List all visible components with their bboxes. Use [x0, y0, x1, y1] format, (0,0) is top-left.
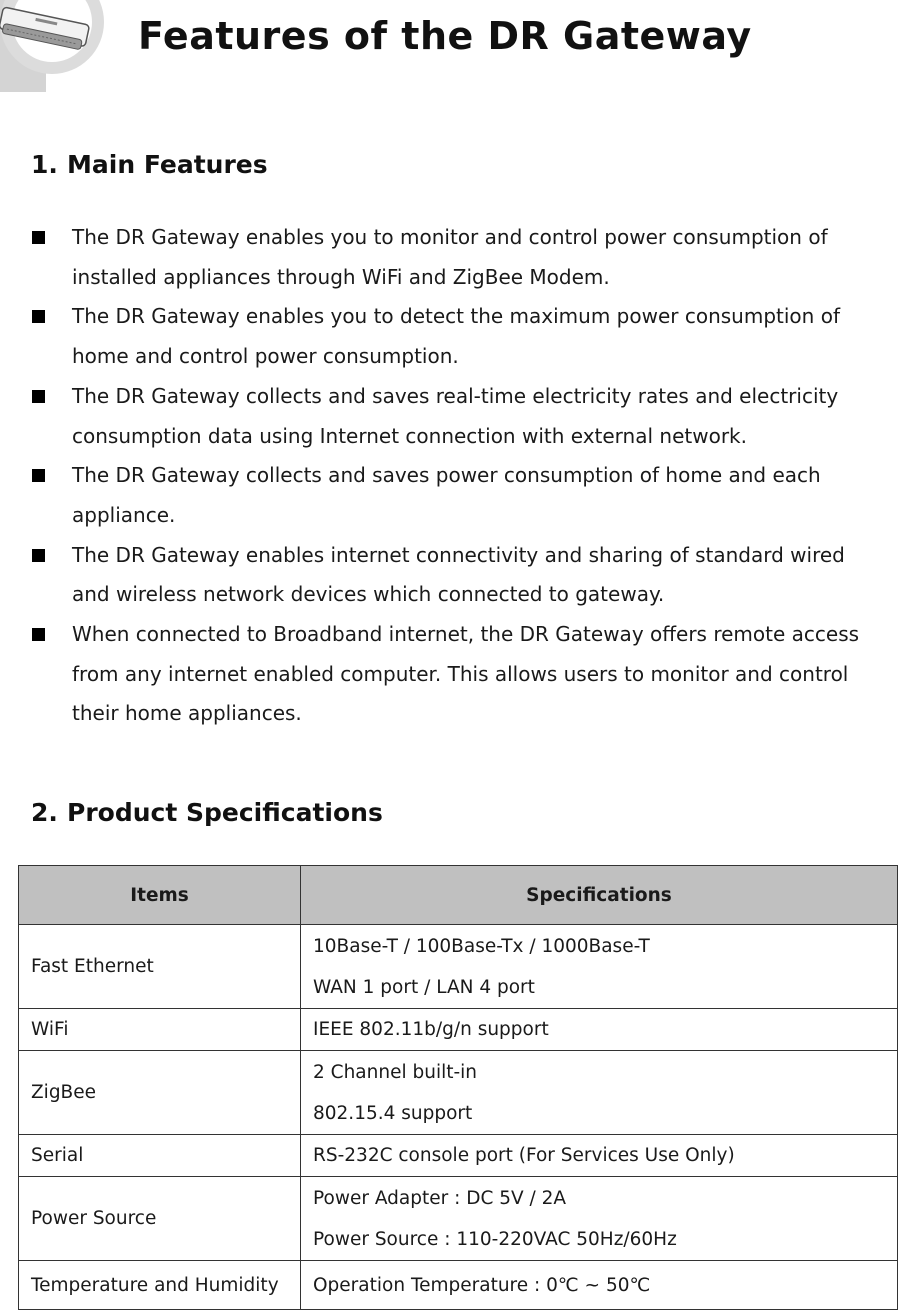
spec-cell	[301, 1261, 898, 1310]
spec-line: Operation Temperature : 0℃ ~ 50℃	[313, 1274, 651, 1296]
spec-line: 2 Channel built-in	[313, 1061, 478, 1083]
feature-text: The DR Gateway collects and saves real-time electricity rates and electricity consumption data using Internet connection with external network.	[72, 383, 839, 448]
section-number: 1.	[31, 150, 58, 179]
item-cell: Fast Ethernet	[19, 925, 301, 1009]
spec-cell	[301, 925, 898, 1009]
spec-cell	[301, 1177, 898, 1261]
feature-text: The DR Gateway collects and saves power consumption of home and each appliance.	[72, 463, 821, 527]
spec-line: IEEE 802.11b/g/n support	[313, 1019, 549, 1040]
column-header-specifications: Specifications	[301, 866, 898, 925]
item-cell: WiFi	[19, 1009, 301, 1051]
list-item	[0, 456, 899, 535]
item-cell: Serial	[19, 1135, 301, 1177]
table-row	[19, 925, 898, 1009]
section-title: Product Specifications	[67, 798, 383, 827]
list-item	[0, 297, 899, 376]
table-row	[19, 1051, 898, 1135]
spec-cell	[301, 1009, 898, 1051]
square-bullet-icon	[32, 628, 45, 641]
list-item	[0, 377, 899, 456]
feature-text: The DR Gateway enables you to monitor and control power consumption of installed appliances through WiFi and ZigBee Modem.	[72, 225, 828, 289]
spec-line: Power Source : 110-220VAC 50Hz/60Hz	[313, 1228, 677, 1250]
list-item	[0, 218, 899, 297]
spec-cell	[301, 1135, 898, 1177]
square-bullet-icon	[32, 549, 45, 562]
column-header-items: Items	[19, 866, 301, 925]
square-bullet-icon	[32, 231, 45, 244]
section-heading-product-specifications	[31, 798, 383, 827]
feature-text: The DR Gateway enables you to detect the maximum power consumption of home and control power consumption.	[72, 304, 840, 369]
square-bullet-icon	[32, 310, 45, 323]
corner-decoration	[0, 0, 110, 92]
section-heading-main-features	[31, 150, 268, 179]
spec-line: WAN 1 port / LAN 4 port	[313, 976, 535, 998]
table-row	[19, 1177, 898, 1261]
feature-text: When connected to Broadband internet, the DR Gateway offers remote access from any internet enabled computer. This allows users to monitor and control their home appliances.	[72, 622, 860, 726]
list-item	[0, 536, 899, 615]
square-bullet-icon	[32, 390, 45, 403]
table-row	[19, 1135, 898, 1177]
table-row	[19, 1261, 898, 1310]
spec-line: 802.15.4 support	[313, 1102, 473, 1124]
spec-line: RS-232C console port (For Services Use Only)	[313, 1145, 735, 1166]
table-header-row	[19, 866, 898, 925]
section-number: 2.	[31, 798, 58, 827]
page-title: Features of the DR Gateway	[138, 14, 752, 58]
gateway-device-icon	[0, 0, 110, 92]
spec-line: Power Adapter : DC 5V / 2A	[313, 1187, 567, 1209]
spec-cell	[301, 1051, 898, 1135]
item-cell: Power Source	[19, 1177, 301, 1261]
table-row	[19, 1009, 898, 1051]
spec-table	[18, 865, 898, 1310]
section-title: Main Features	[67, 150, 268, 179]
item-cell: ZigBee	[19, 1051, 301, 1135]
list-item	[0, 615, 899, 734]
spec-line: 10Base-T / 100Base-Tx / 1000Base-T	[313, 935, 650, 957]
item-cell: Temperature and Humidity	[19, 1261, 301, 1310]
square-bullet-icon	[32, 469, 45, 482]
feature-text: The DR Gateway enables internet connectivity and sharing of standard wired and wireless network devices which connected to gateway.	[72, 542, 845, 607]
feature-list	[0, 218, 899, 734]
